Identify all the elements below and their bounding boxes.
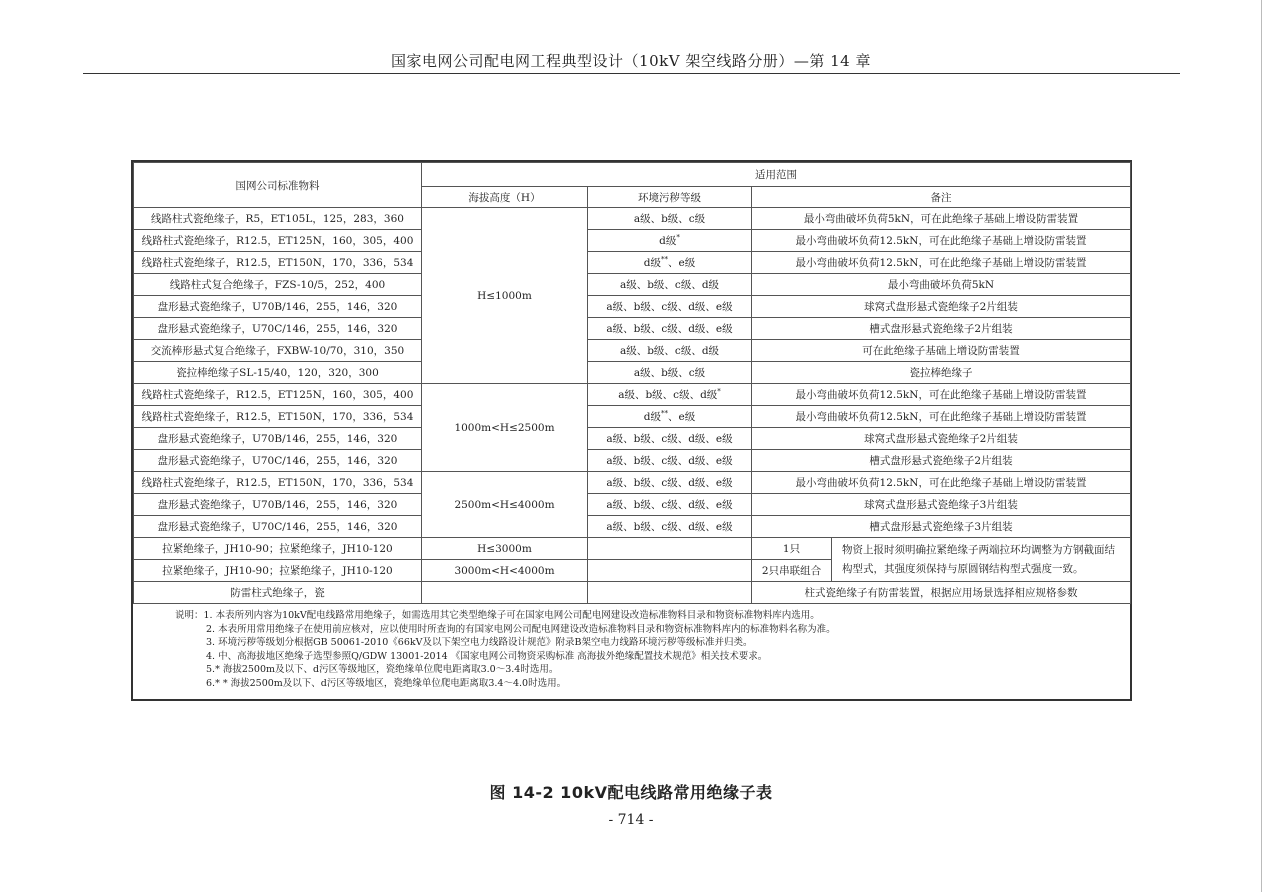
pollution-cell: a级、b级、c级、d级、e级 xyxy=(588,318,752,340)
pollution-cell: a级、b级、c级、d级、e级 xyxy=(588,428,752,450)
table-row xyxy=(134,252,1131,274)
pollution-cell: a级、b级、c级 xyxy=(588,362,752,384)
note-line: 说明：1. 本表所列内容为10kV配电线路常用绝缘子，如需选用其它类型绝缘子可在国家电网公司配电网建设改造标准物料目录和物资标准物料库内选用。 xyxy=(175,610,820,621)
table-row xyxy=(134,208,1131,230)
count-cell: 1只 xyxy=(752,538,832,560)
material-cell: 盘形悬式瓷绝缘子，U70B/146，255，146，320 xyxy=(134,494,422,516)
table-row xyxy=(134,318,1131,340)
figure-caption: 图 14-2 10kV配电线路常用绝缘子表 xyxy=(489,783,773,802)
pollution-cell: a级、b级、c级、d级、e级 xyxy=(588,450,752,472)
material-cell: 线路柱式瓷绝缘子，R12.5，ET150N，170，336，534 xyxy=(134,472,422,494)
table-row xyxy=(134,472,1131,494)
material-cell: 盘形悬式瓷绝缘子，U70C/146，255，146，320 xyxy=(134,516,422,538)
pollution-cell: d级**、e级 xyxy=(588,252,752,274)
remark-cell: 槽式盘形悬式瓷绝缘子3片组装 xyxy=(752,516,1131,538)
remark-cell: 球窝式盘形悬式瓷绝缘子2片组装 xyxy=(752,296,1131,318)
table-row xyxy=(134,230,1131,252)
remark-cell: 球窝式盘形悬式瓷绝缘子3片组装 xyxy=(752,494,1131,516)
material-cell: 线路柱式瓷绝缘子，R12.5，ET125N，160，305，400 xyxy=(134,230,422,252)
table-row xyxy=(134,428,1131,450)
material-cell: 盘形悬式瓷绝缘子，U70C/146，255，146，320 xyxy=(134,318,422,340)
material-cell: 线路柱式复合绝缘子，FZS-10/5，252，400 xyxy=(134,274,422,296)
table-row xyxy=(134,494,1131,516)
note-line: 2. 本表所用常用绝缘子在使用前应核对，应以使用时所查询的有国家电网公司配电网建设改造标准物料目录和物资标准物料库内的标准物料名称为准。 xyxy=(206,623,836,635)
remark-cell: 最小弯曲破坏负荷5kN xyxy=(752,274,1131,296)
altitude-cell: H≤1000m xyxy=(422,208,588,384)
header-rule xyxy=(83,73,1180,74)
table-row xyxy=(134,274,1131,296)
table-row xyxy=(134,340,1131,362)
table-row xyxy=(134,296,1131,318)
insulator-table xyxy=(133,162,1131,604)
pollution-cell: a级、b级、c级、d级 xyxy=(588,340,752,362)
material-cell: 拉紧绝缘子，JH10-90；拉紧绝缘子，JH10-120 xyxy=(134,538,422,560)
pollution-cell: a级、b级、c级、d级、e级 xyxy=(588,494,752,516)
remark-cell: 最小弯曲破坏负荷5kN，可在此绝缘子基础上增设防雷装置 xyxy=(752,208,1131,230)
remark-cell: 柱式瓷绝缘子有防雷装置，根据应用场景选择相应规格参数 xyxy=(752,582,1131,604)
remark-cell: 可在此绝缘子基础上增设防雷装置 xyxy=(752,340,1131,362)
material-cell: 线路柱式瓷绝缘子，R12.5，ET150N，170，336，534 xyxy=(134,252,422,274)
pollution-cell xyxy=(588,560,752,582)
remark-cell: 最小弯曲破坏负荷12.5kN，可在此绝缘子基础上增设防雷装置 xyxy=(752,472,1131,494)
note-line: 6.* * 海拔2500m及以下、d污区等级地区，瓷绝缘单位爬电距离取3.4～4.0时选用。 xyxy=(206,677,567,689)
pollution-cell: d级**、e级 xyxy=(588,406,752,428)
table-row xyxy=(134,582,1131,604)
table-row xyxy=(134,450,1131,472)
material-cell: 线路柱式瓷绝缘子，R5，ET105L，125，283，360 xyxy=(134,208,422,230)
pollution-cell: a级、b级、c级、d级、e级 xyxy=(588,472,752,494)
altitude-cell: H≤3000m xyxy=(422,538,588,560)
remark-cell: 槽式盘形悬式瓷绝缘子2片组装 xyxy=(752,450,1131,472)
table-row xyxy=(134,406,1131,428)
insulator-table-frame xyxy=(131,160,1132,701)
note-line: 3. 环境污秽等级划分根据GB 50061-2010《66kV及以下架空电力线路设计规范》附录B架空电力线路环境污秽等级标准并归类。 xyxy=(206,637,753,648)
material-cell: 拉紧绝缘子，JH10-90；拉紧绝缘子，JH10-120 xyxy=(134,560,422,582)
pollution-cell: a级、b级、c级、d级* xyxy=(588,384,752,406)
remark-cell: 最小弯曲破坏负荷12.5kN，可在此绝缘子基础上增设防雷装置 xyxy=(752,384,1131,406)
pollution-cell: a级、b级、c级 xyxy=(588,208,752,230)
pollution-cell xyxy=(588,582,752,604)
table-notes xyxy=(133,606,1130,690)
page-number: - 714 - xyxy=(608,812,654,828)
material-cell: 盘形悬式瓷绝缘子，U70B/146，255，146，320 xyxy=(134,296,422,318)
count-cell: 2只串联组合 xyxy=(752,560,832,582)
material-cell: 线路柱式瓷绝缘子，R12.5，ET150N，170，336，534 xyxy=(134,406,422,428)
remark-cell: 最小弯曲破坏负荷12.5kN，可在此绝缘子基础上增设防雷装置 xyxy=(752,406,1131,428)
material-cell: 盘形悬式瓷绝缘子，U70B/146，255，146，320 xyxy=(134,428,422,450)
altitude-cell xyxy=(422,582,588,604)
note-line: 4. 中、高海拔地区绝缘子选型参照Q/GDW 13001-2014 《国家电网公司物资采购标准 高海拔外绝缘配置技术规范》相关技术要求。 xyxy=(206,650,768,662)
material-cell: 交流棒形悬式复合绝缘子，FXBW-10/70，310，350 xyxy=(134,340,422,362)
altitude-cell: 3000m<H<4000m xyxy=(422,560,588,582)
material-cell: 线路柱式瓷绝缘子，R12.5，ET125N，160，305，400 xyxy=(134,384,422,406)
table-header-row xyxy=(134,163,1131,187)
table-row xyxy=(134,384,1131,406)
pollution-cell: a级、b级、c级、d级、e级 xyxy=(588,296,752,318)
material-cell: 盘形悬式瓷绝缘子，U70C/146，255，146，320 xyxy=(134,450,422,472)
tension-remark-cell: 物资上报时须明确拉紧绝缘子两端拉环均调整为方钢截面结构型式，其强度须保持与原圆钢结构型式强度一致。 xyxy=(832,538,1131,582)
pollution-cell: a级、b级、c级、d级 xyxy=(588,274,752,296)
table-row xyxy=(134,538,1131,560)
header-remark: 备注 xyxy=(752,187,1131,208)
header-pollution: 环境污秽等级 xyxy=(588,187,752,208)
remark-cell: 瓷拉棒绝缘子 xyxy=(752,362,1131,384)
header-material: 国网公司标准物料 xyxy=(134,163,422,208)
material-cell: 防雷柱式绝缘子，瓷 xyxy=(134,582,422,604)
material-cell: 瓷拉棒绝缘子SL-15/40，120，320，300 xyxy=(134,362,422,384)
pollution-cell: a级、b级、c级、d级、e级 xyxy=(588,516,752,538)
header-altitude: 海拔高度（H） xyxy=(422,187,588,208)
table-row xyxy=(134,516,1131,538)
table-row xyxy=(134,362,1131,384)
altitude-cell: 2500m<H≤4000m xyxy=(422,472,588,538)
remark-cell: 最小弯曲破坏负荷12.5kN，可在此绝缘子基础上增设防雷装置 xyxy=(752,230,1131,252)
pollution-cell xyxy=(588,538,752,560)
remark-cell: 槽式盘形悬式瓷绝缘子2片组装 xyxy=(752,318,1131,340)
altitude-cell: 1000m<H≤2500m xyxy=(422,384,588,472)
remark-cell: 最小弯曲破坏负荷12.5kN，可在此绝缘子基础上增设防雷装置 xyxy=(752,252,1131,274)
note-line: 5.* 海拔2500m及以下、d污区等级地区，瓷绝缘单位爬电距离取3.0～3.4时选用。 xyxy=(206,664,559,675)
remark-cell: 球窝式盘形悬式瓷绝缘子2片组装 xyxy=(752,428,1131,450)
pollution-cell: d级* xyxy=(588,230,752,252)
page-header: 国家电网公司配电网工程典型设计（10kV 架空线路分册）—第 14 章 xyxy=(391,52,871,70)
header-scope: 适用范围 xyxy=(422,163,1131,187)
